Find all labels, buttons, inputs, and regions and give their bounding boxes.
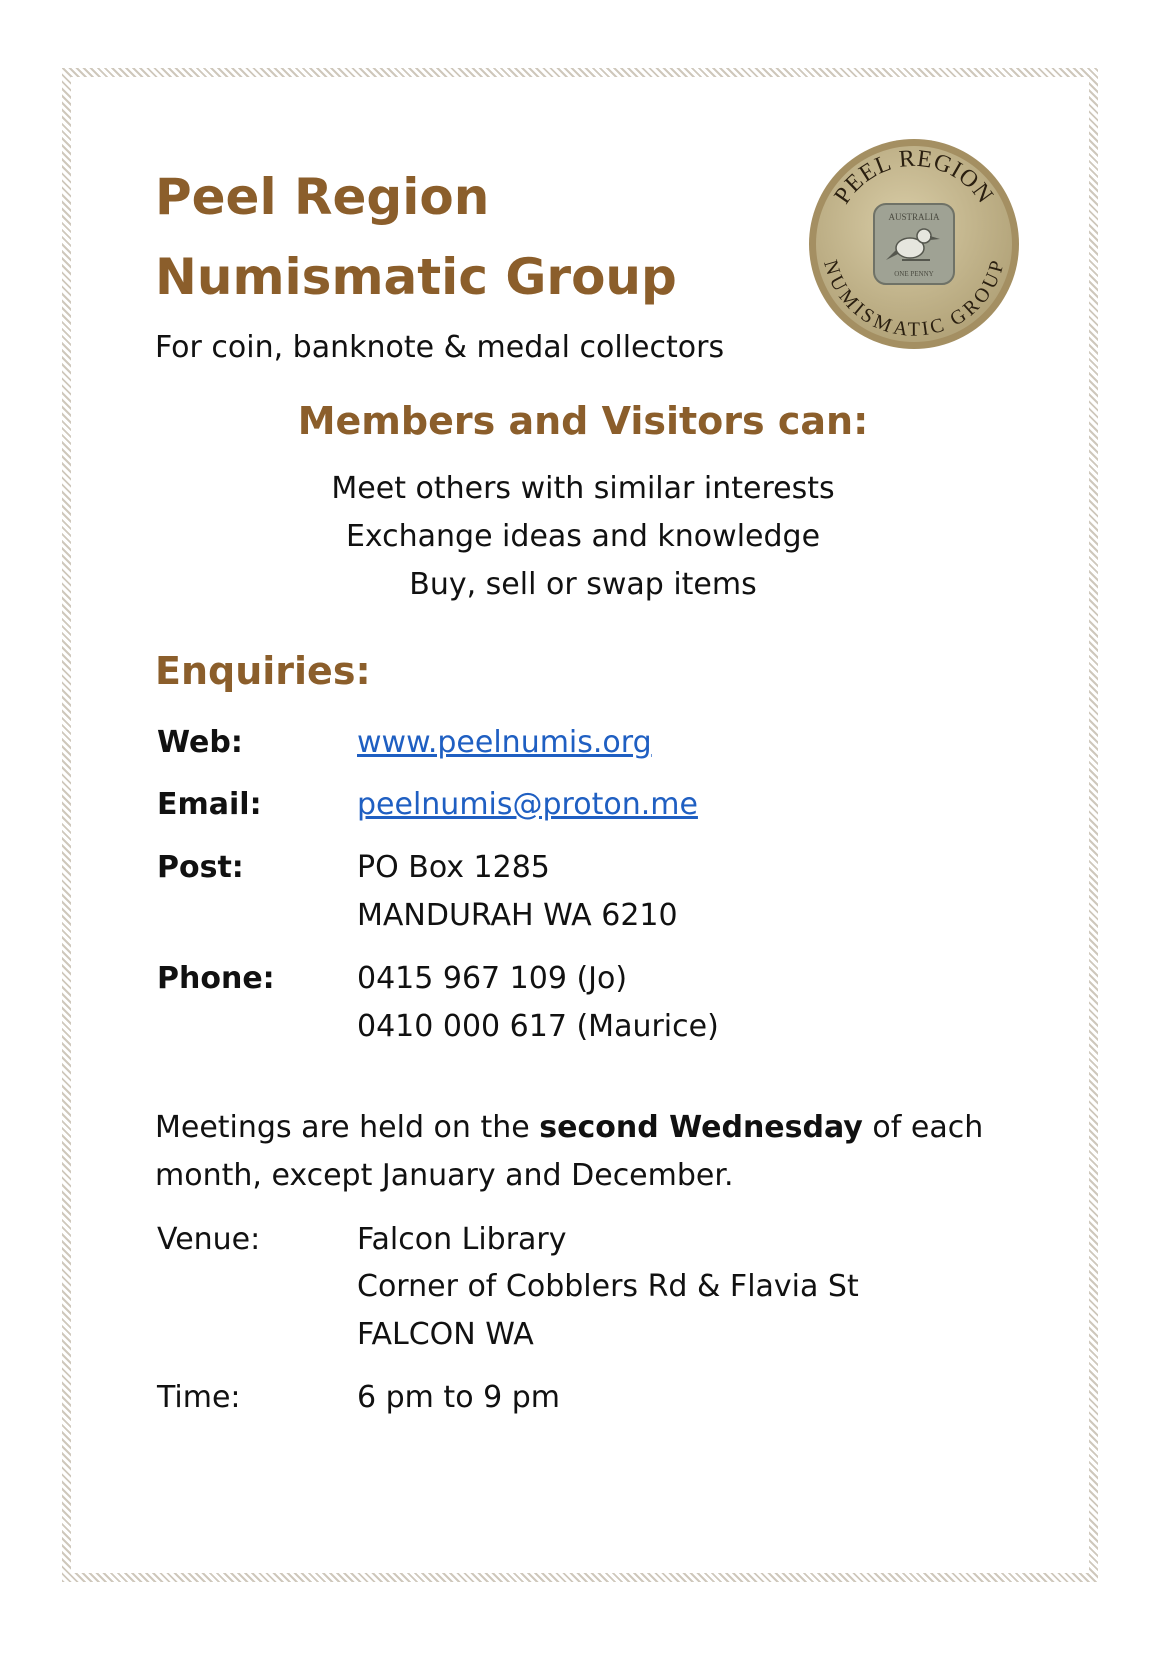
- title-line-2: Numismatic Group: [155, 248, 677, 306]
- venue-line-2: Corner of Cobblers Rd & Flavia St: [357, 1269, 859, 1304]
- post-address-line-2: MANDURAH WA 6210: [357, 898, 678, 933]
- phone-number-2: 0410 000 617 (Maurice): [357, 1009, 719, 1044]
- title-line-1: Peel Region: [155, 168, 490, 226]
- email-label: Email:: [157, 787, 262, 822]
- meetings-text-pre: Meetings are held on the: [155, 1110, 540, 1145]
- post-label: Post:: [157, 850, 244, 885]
- svg-text:NUMISMATIC GROUP: NUMISMATIC GROUP: [819, 257, 1009, 341]
- venue-label: Venue:: [157, 1222, 261, 1257]
- coin-text-bottom: ONE PENNY: [894, 270, 934, 278]
- venue-line-1: Falcon Library: [357, 1222, 567, 1257]
- phone-number-1: 0415 967 109 (Jo): [357, 961, 628, 996]
- phone-label: Phone:: [157, 961, 275, 996]
- benefits-heading: Members and Visitors can:: [297, 399, 869, 443]
- group-logo-seal: [806, 136, 1022, 352]
- post-address-line-1: PO Box 1285: [357, 850, 550, 885]
- meetings-day: second Wednesday: [539, 1110, 863, 1145]
- email-link[interactable]: peelnumis@proton.me: [357, 787, 698, 822]
- benefit-item-2: Exchange ideas and knowledge: [345, 519, 821, 554]
- meetings-text-post: of each: [862, 1110, 984, 1145]
- time-value: 6 pm to 9 pm: [357, 1380, 560, 1415]
- web-label: Web:: [157, 725, 243, 760]
- enquiries-heading: Enquiries:: [155, 649, 371, 693]
- web-link[interactable]: www.peelnumis.org: [357, 725, 652, 760]
- tagline: For coin, banknote & medal collectors: [155, 330, 725, 365]
- time-label: Time:: [157, 1380, 241, 1415]
- meetings-line-1: [155, 1110, 984, 1145]
- svg-text:PEEL REGION: PEEL REGION: [829, 145, 999, 209]
- meetings-line-2: month, except January and December.: [155, 1158, 734, 1193]
- coin-text-top: AUSTRALIA: [888, 212, 940, 222]
- benefit-item-1: Meet others with similar interests: [331, 471, 835, 506]
- venue-line-3: FALCON WA: [357, 1317, 534, 1352]
- benefit-item-3: Buy, sell or swap items: [409, 567, 757, 602]
